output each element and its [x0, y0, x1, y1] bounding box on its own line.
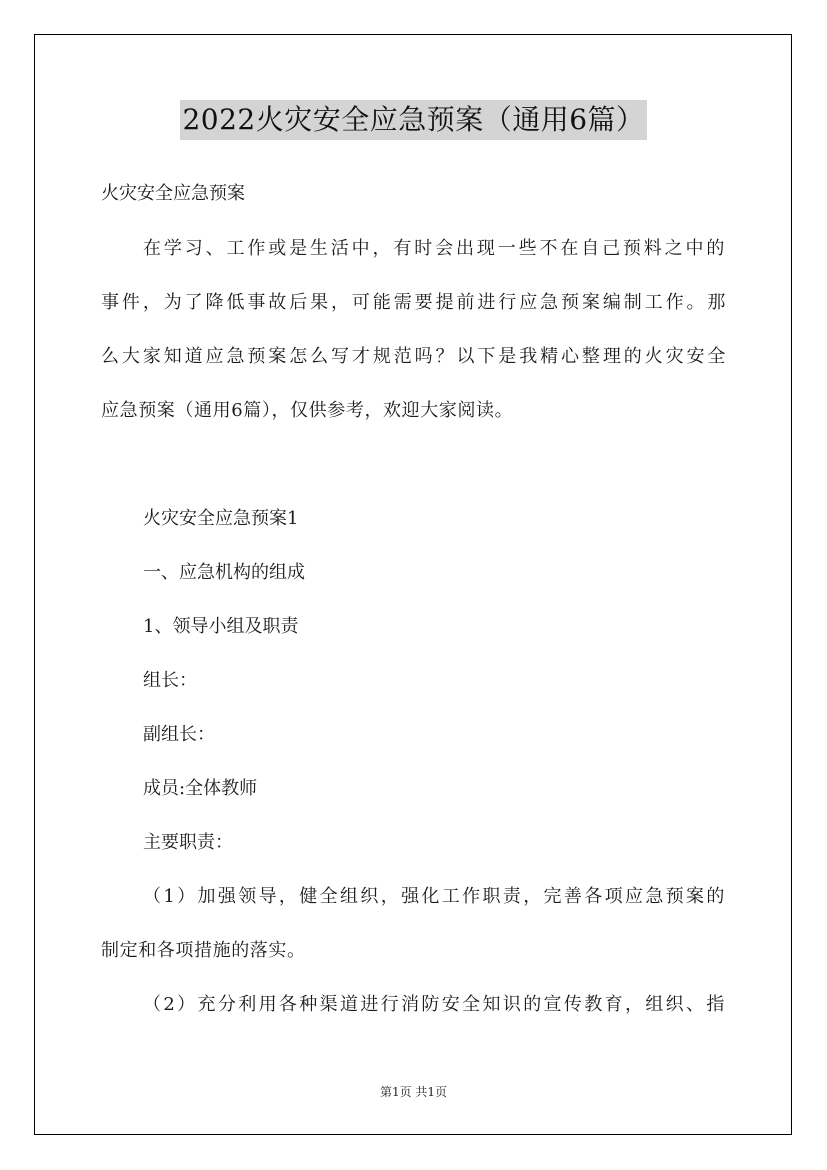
page-number-footer: 第1页 共1页: [379, 1085, 448, 1099]
subsection-leadership-group: 1、领导小组及职责: [143, 616, 299, 637]
duties-heading: 主要职责：: [143, 832, 233, 853]
intro-line-2: 事件，为了降低事故后果，可能需要提前进行应急预案编制工作。那: [101, 292, 726, 313]
document-title: 2022火灾安全应急预案（通用6篇）: [180, 100, 646, 140]
deputy-leader-label: 副组长：: [143, 724, 215, 745]
intro-line-3: 么大家知道应急预案怎么写才规范吗？以下是我精心整理的火灾安全: [101, 346, 726, 367]
title-container: [0, 100, 827, 140]
intro-line-4: 应急预案（通用6篇），仅供参考，欢迎大家阅读。: [101, 400, 514, 421]
duty-1-line-1: （1）加强领导，健全组织，强化工作职责，完善各项应急预案的: [143, 886, 725, 907]
duty-2-line-1: （2）充分利用各种渠道进行消防安全知识的宣传教育，组织、指: [143, 994, 725, 1015]
leader-label: 组长：: [143, 670, 197, 691]
subsection-organization: 一、应急机构的组成: [143, 562, 305, 583]
intro-line-1: 在学习、工作或是生活中，有时会出现一些不在自己预料之中的: [143, 238, 725, 259]
members-label: 成员:全体教师: [143, 778, 258, 799]
duty-1-line-2: 制定和各项措施的落实。: [101, 940, 306, 961]
document-heading: 火灾安全应急预案: [101, 183, 245, 204]
section-title: 火灾安全应急预案1: [143, 508, 299, 529]
